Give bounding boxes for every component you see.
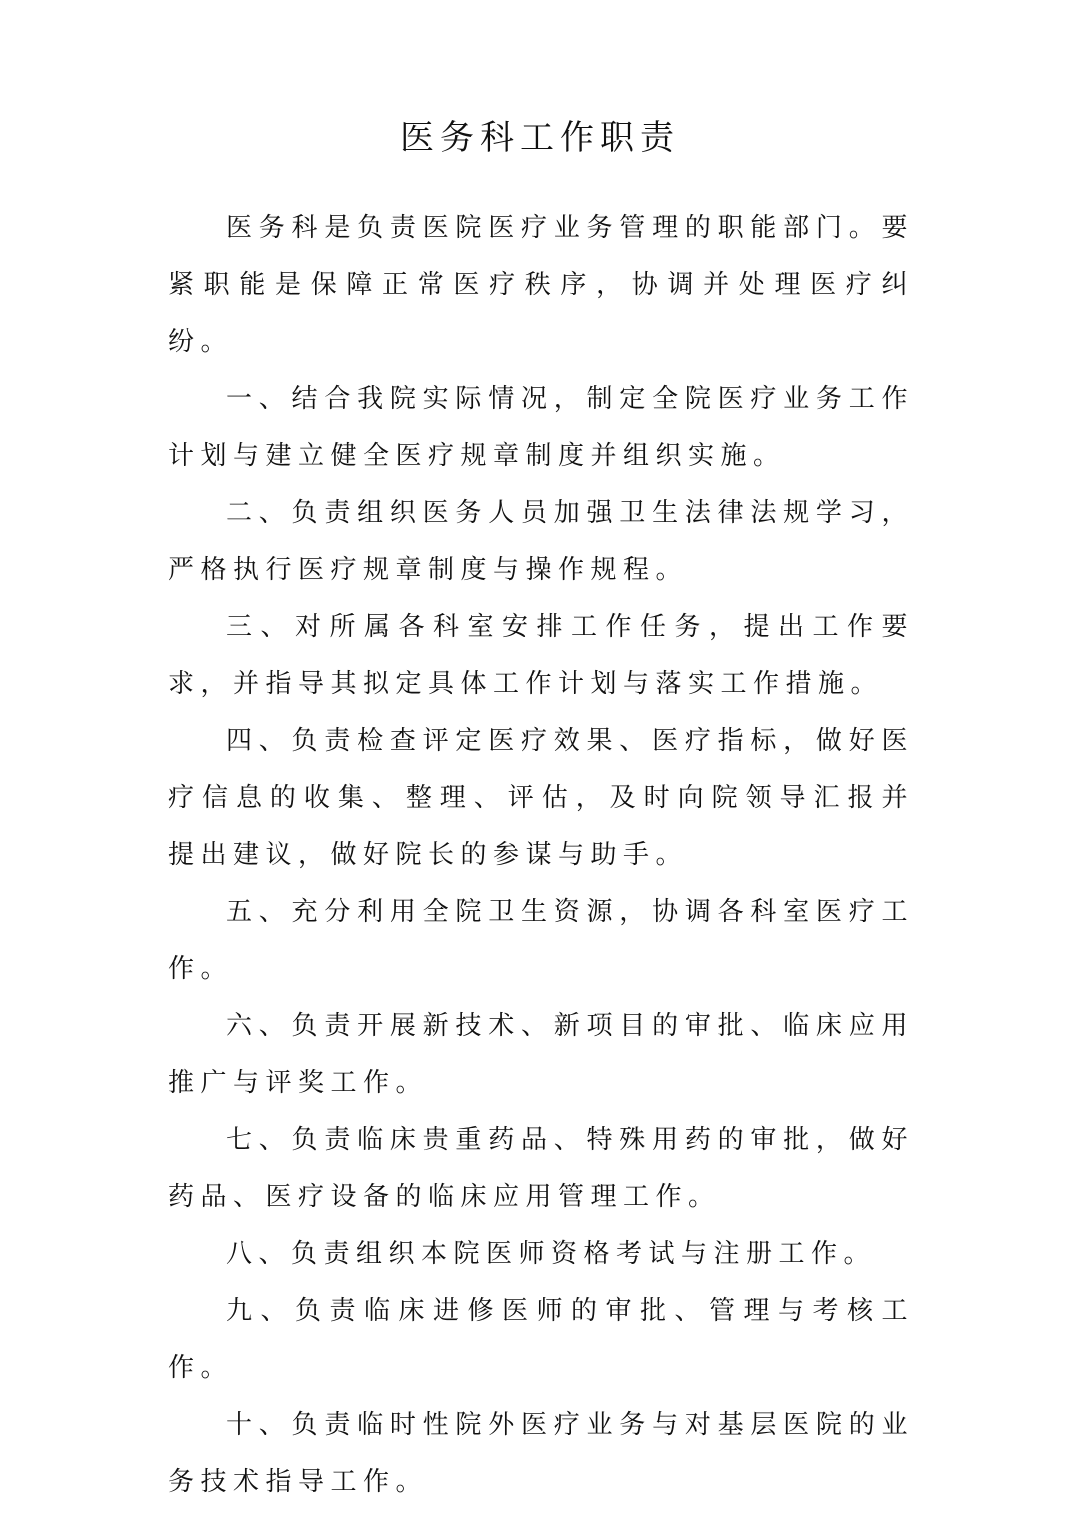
document-body <box>168 200 914 1511</box>
paragraph-item-10: 十、负责临时性院外医疗业务与对基层医院的业务技术指导工作。 <box>168 1410 914 1497</box>
paragraph-item-1: 一、结合我院实际情况，制定全院医疗业务工作计划与建立健全医疗规章制度并组织实施。 <box>168 384 914 471</box>
paragraph-item-7: 七、负责临床贵重药品、特殊用药的审批，做好药品、医疗设备的临床应用管理工作。 <box>168 1125 914 1212</box>
paragraph-item-5: 五、充分利用全院卫生资源，协调各科室医疗工作。 <box>168 897 914 984</box>
paragraph-item-9: 九、负责临床进修医师的审批、管理与考核工作。 <box>168 1296 914 1383</box>
paragraph-item-4: 四、负责检查评定医疗效果、医疗指标，做好医疗信息的收集、整理、评估，及时向院领导汇报并提出建议，做好院长的参谋与助手。 <box>168 726 914 870</box>
paragraph-item-6: 六、负责开展新技术、新项目的审批、临床应用推广与评奖工作。 <box>168 1011 914 1098</box>
paragraph-item-2: 二、负责组织医务人员加强卫生法律法规学习，严格执行医疗规章制度与操作规程。 <box>168 498 914 585</box>
paragraph-intro: 医务科是负责医院医疗业务管理的职能部门。要紧职能是保障正常医疗秩序，协调并处理医疗纠纷。 <box>168 213 914 357</box>
paragraph-item-3: 三、对所属各科室安排工作任务，提出工作要求，并指导其拟定具体工作计划与落实工作措施。 <box>168 612 914 699</box>
document-title: 医务科工作职责 <box>400 118 680 158</box>
paragraph-item-8: 八、负责组织本院医师资格考试与注册工作。 <box>226 1239 877 1269</box>
